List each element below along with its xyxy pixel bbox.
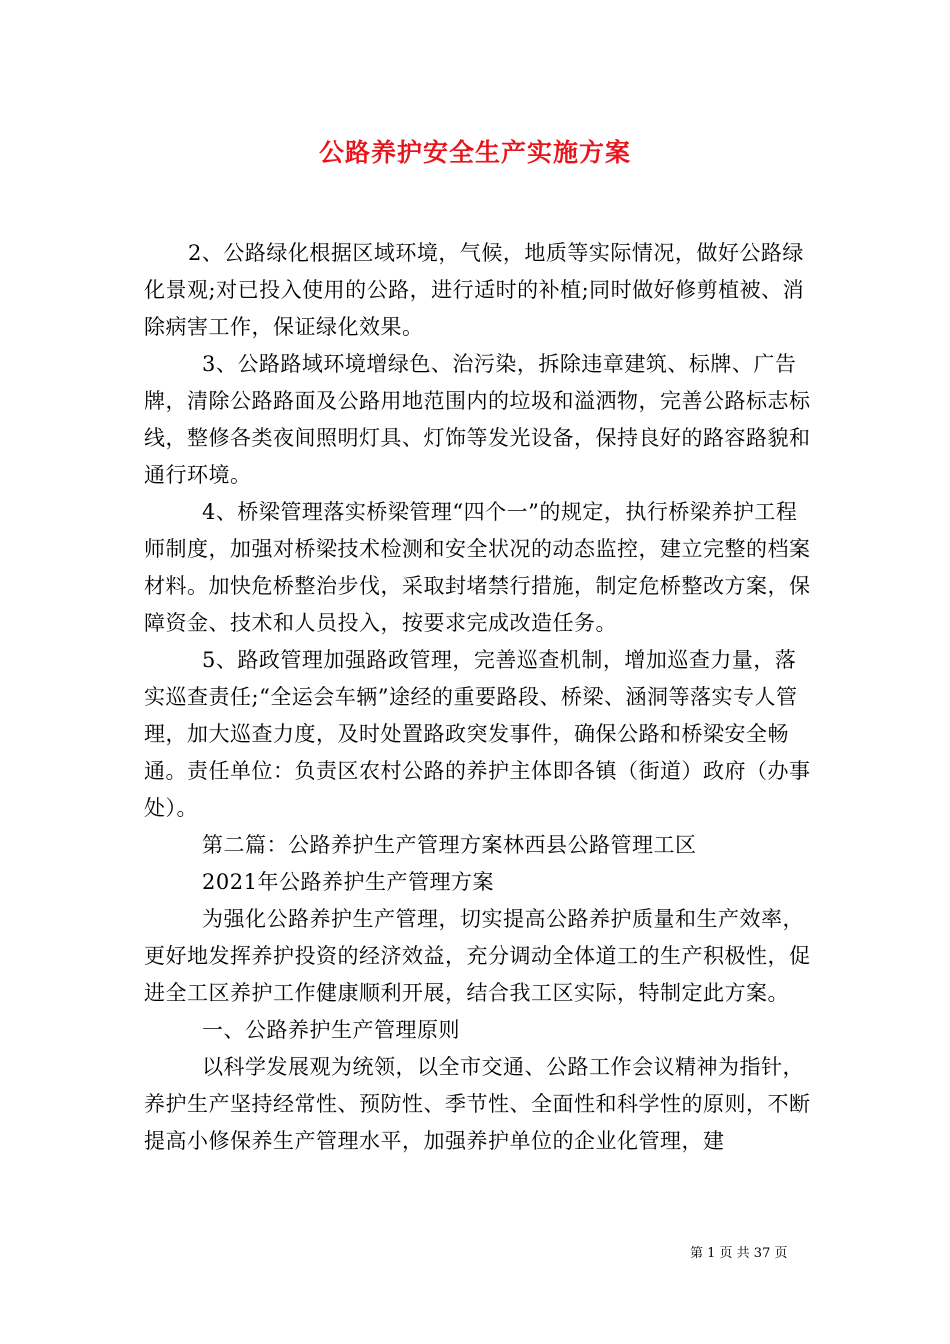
page-number: 第 1 页 共 37 页 xyxy=(690,1246,788,1261)
heading-principles: 一、公路养护生产管理原则 xyxy=(202,1018,460,1042)
subheading-2021-plan: 2021年公路养护生产管理方案 xyxy=(202,870,494,894)
paragraph-greening: 2、公路绿化根据区域环境，气候，地质等实际情况，做好公路绿化景观;对已投入使用的公路，进行适时的补植;同时做好修剪植被、消除病害工作，保证绿化效果。 xyxy=(144,241,805,339)
paragraph-purpose: 为强化公路养护生产管理，切实提高公路养护质量和生产效率，更好地发挥养护投资的经济效益，充分调动全体道工的生产积极性，促进全工区养护工作健康顺利开展，结合我工区实际，特制定此方案。 xyxy=(144,907,811,1005)
paragraph-bridge-management: 4、桥梁管理落实桥梁管理“四个一”的规定，执行桥梁养护工程师制度，加强对桥梁技术检测和安全状况的动态监控，建立完整的档案材料。加快危桥整治步伐，采取封堵禁行措施，制定危桥整改方案，保障资金、技术和人员投入，按要求完成改造任务。 xyxy=(144,500,811,635)
paragraph-road-administration: 5、路政管理加强路政管理，完善巡查机制，增加巡查力量，落实巡查责任;“全运会车辆”途经的重要路段、桥梁、涵洞等落实专人管理，加大巡查力度，及时处置路政突发事件，确保公路和桥梁安全畅通。责任单位：负责区农村公路的养护主体即各镇（街道）政府（办事处）。 xyxy=(144,648,811,820)
document-body xyxy=(144,235,812,1160)
paragraph-principles: 以科学发展观为统领，以全市交通、公路工作会议精神为指针，养护生产坚持经常性、预防性、季节性、全面性和科学性的原则，不断提高小修保养生产管理水平，加强养护单位的企业化管理，建 xyxy=(144,1055,811,1153)
paragraph-roadside-environment: 3、公路路域环境增绿色、治污染，拆除违章建筑、标牌、广告牌，清除公路路面及公路用地范围内的垃圾和溢洒物，完善公路标志标线，整修各类夜间照明灯具、灯饰等发光设备，保持良好的路容路貌和通行环境。 xyxy=(144,352,811,487)
section-heading-part-two: 第二篇：公路养护生产管理方案林西县公路管理工区 xyxy=(202,833,697,857)
document-title: 公路养护安全生产实施方案 xyxy=(318,138,631,167)
